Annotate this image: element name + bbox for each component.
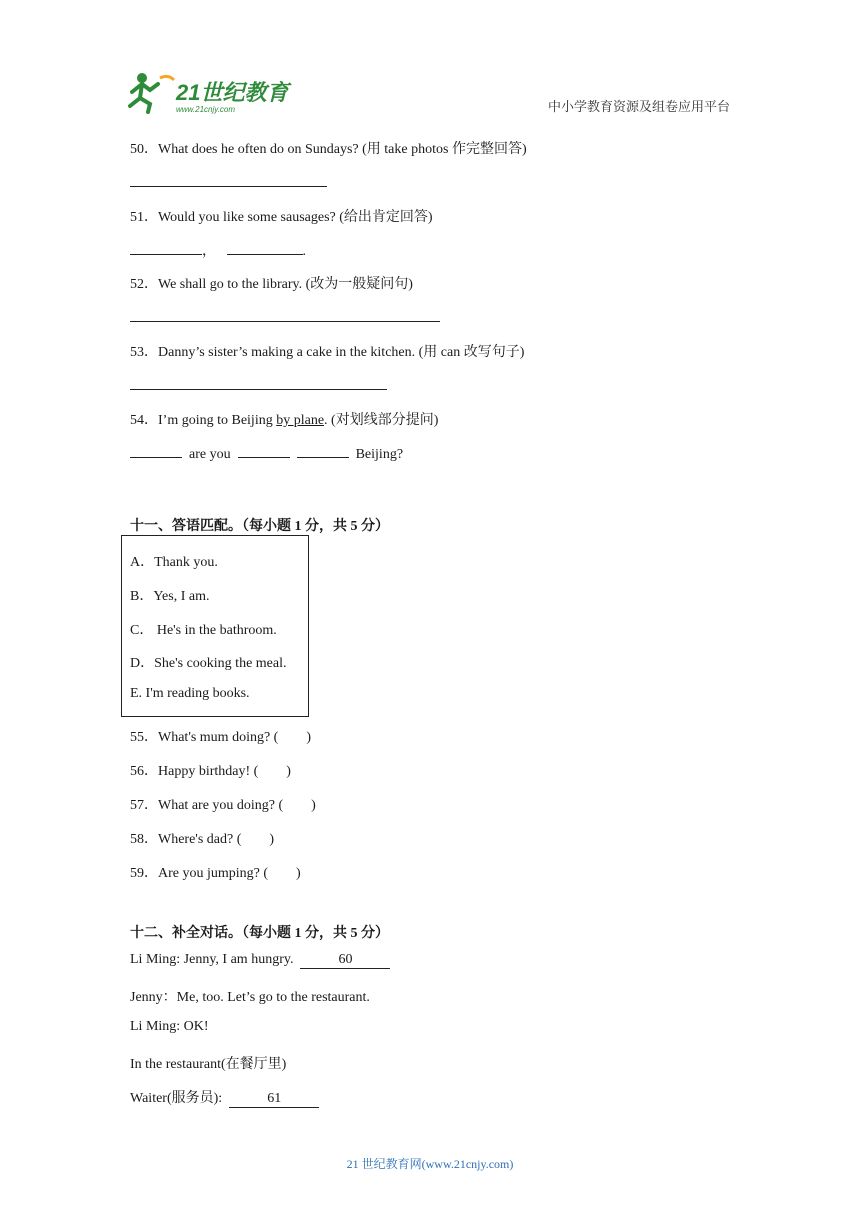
question-58: 58．Where's dad? ( ) [130, 832, 275, 847]
answer-line-50 [130, 186, 327, 187]
answer-line-54 [130, 443, 403, 463]
option-c: C． He's in the bathroom. [130, 623, 277, 638]
separator-51: ， [202, 244, 216, 259]
section-12-title: 十二、补全对话。（每小题 1 分，共 5 分） [130, 926, 389, 941]
option-a: A．Thank you. [130, 555, 218, 570]
answer-line-53 [130, 389, 387, 390]
dialogue-line-4: In the restaurant(在餐厅里) [130, 1057, 287, 1072]
runner-icon [130, 73, 174, 112]
logo-url: www.21cnjy.com [176, 105, 235, 114]
site-logo [124, 70, 294, 116]
dialogue-line-2: Jenny：Me, too. Let’s go to the restaurant. [130, 990, 370, 1005]
blank-54a [130, 443, 182, 458]
end-51: . [302, 244, 306, 259]
answer-54-text-a: are you [189, 447, 231, 462]
option-b: B．Yes, I am. [130, 589, 210, 604]
question-54-underlined: by plane [276, 413, 325, 428]
dialogue-line-1-text: Li Ming: Jenny, I am hungry. [130, 952, 294, 967]
answer-line-52 [130, 321, 440, 322]
section-11-title: 十一、答语匹配。（每小题 1 分，共 5 分） [130, 519, 389, 534]
dialogue-line-5-text: Waiter(服务员): [130, 1091, 223, 1106]
footer-link[interactable]: 21 世纪教育网(www.21cnjy.com) [346, 1157, 514, 1171]
dialogue-line-5 [130, 1087, 319, 1108]
answer-54-text-b: Beijing? [355, 447, 404, 462]
question-56: 56．Happy birthday! ( ) [130, 764, 291, 779]
question-51: 51．Would you like some sausages? (给出肯定回答) [130, 210, 433, 225]
question-59: 59．Are you jumping? ( ) [130, 866, 301, 881]
blank-51b [227, 240, 303, 255]
option-e: E. I'm reading books. [130, 686, 250, 701]
answer-line-51 [130, 240, 306, 260]
question-53: 53．Danny’s sister’s making a cake in the kitchen. (用 can 改写句子) [130, 345, 525, 360]
blank-61: 61 [229, 1091, 319, 1108]
blank-51a [130, 240, 202, 255]
blank-54c [297, 443, 349, 458]
blank-60: 60 [300, 952, 390, 969]
logo-text: 21世纪教育 [176, 80, 289, 105]
platform-title: 中小学教育资源及组卷应用平台 [548, 99, 731, 114]
question-52: 52．We shall go to the library. (改为一般疑问句) [130, 277, 413, 292]
option-d: D．She's cooking the meal. [130, 656, 287, 671]
question-54 [130, 409, 438, 429]
dialogue-line-3: Li Ming: OK! [130, 1019, 209, 1034]
dialogue-line-1 [130, 952, 390, 969]
blank-54b [238, 443, 290, 458]
question-50: 50．What does he often do on Sundays? (用 take photos 作完整回答) [130, 142, 527, 157]
question-57: 57．What are you doing? ( ) [130, 798, 316, 813]
question-55: 55．What's mum doing? ( ) [130, 730, 311, 745]
question-54-post: . (对划线部分提问) [324, 413, 439, 428]
question-54-pre: 54．I’m going to Beijing [130, 413, 277, 428]
